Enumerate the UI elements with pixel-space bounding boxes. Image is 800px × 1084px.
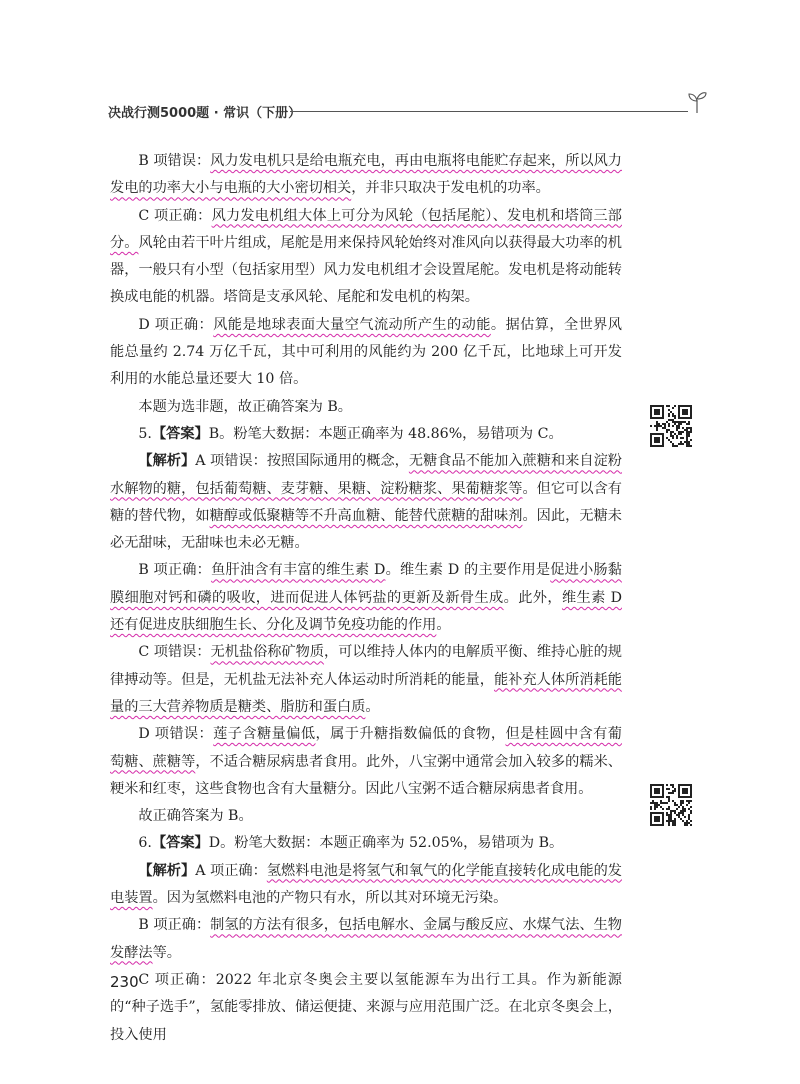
text-segment: 等。	[152, 944, 181, 961]
bold-label: 【答案】	[151, 835, 209, 852]
highlighted-text: 促进小肠黏膜细胞对钙和磷的吸收，进而促进人体钙盐的更新及新骨生成	[110, 562, 622, 606]
text-segment: ，并非只取决于发电机的功率。	[351, 180, 550, 197]
text-segment: 故正确答案为 B。	[138, 808, 253, 825]
text-segment: B 项正确：	[138, 562, 212, 579]
bold-label: 【解析】	[138, 453, 196, 470]
highlighted-text: 能补充人体所消耗能量的三大营养物质是糖类、脂肪和蛋白质	[110, 671, 622, 715]
paragraph	[110, 830, 622, 857]
paragraph	[110, 912, 622, 967]
highlighted-text: 但是桂圆中含有葡萄糖、蔗糖等	[110, 726, 622, 770]
paragraph	[110, 148, 622, 203]
explanation-body	[110, 148, 622, 1049]
page-number: 230	[110, 973, 139, 991]
text-segment: D 项错误：	[138, 726, 214, 743]
text-segment: 5.	[138, 425, 152, 442]
sprout-icon	[686, 90, 708, 114]
book-title: 决战行测5000题 · 常识（下册）	[108, 106, 302, 121]
text-segment: 本题为选非题，故正确答案为 B。	[138, 398, 352, 415]
highlighted-text: 制氢的方法有很多，包括电解水、金属与酸反应、水煤气法、生物发酵法	[110, 917, 622, 961]
text-segment: D。粉笔大数据：本题正确率为 52.05%，易错项为 B。	[208, 835, 564, 852]
text-segment: A 项错误：按照国际通用的概念，	[195, 453, 409, 470]
paragraph	[110, 858, 622, 913]
paragraph	[110, 803, 622, 830]
highlighted-text: 风力发电机组大体上可分为风轮（包括尾舵）、发电机和塔筒三部分。	[110, 207, 622, 251]
text-segment: C 项错误：	[138, 644, 211, 661]
text-segment: C 项正确：2022 年北京冬奥会主要以氢能源车为出行工具。作为新能源的“种子选手”，氢能零排放、储运便捷、来源与应用范围广泛。在北京冬奥会上，投入使用	[110, 971, 622, 1043]
text-segment: A 项正确：	[195, 862, 267, 879]
text-segment: 。但它可以含有糖的替代物，如	[110, 480, 622, 524]
text-segment: ，不适合糖尿病患者食用。此外，八宝粥中通常会加入较多的糯米、粳米和红枣，这些食物也含有大量糖分。因此八宝粥不适合糖尿病患者食用。	[110, 753, 622, 797]
text-segment: ，属于升糖指数偏低的食物，	[315, 726, 506, 743]
header-rule	[290, 111, 688, 112]
text-segment: B 项正确：	[138, 917, 211, 934]
highlighted-text: 鱼肝油含有丰富的维生素 D	[211, 562, 386, 579]
highlighted-text: 风能是地球表面大量空气流动所产生的动能	[213, 316, 491, 333]
bold-label: 【解析】	[138, 862, 196, 879]
text-segment: D 项正确：	[138, 316, 214, 333]
bold-label: 【答案】	[151, 425, 209, 442]
text-segment: 。因此，无糖未必无甜味，无甜味也未必无糖。	[110, 507, 622, 552]
highlighted-text: 糖醇或低聚糖等不升高血糖、能替代蔗糖的甜味剂	[209, 507, 523, 524]
paragraph	[110, 394, 622, 421]
text-segment: 6.	[138, 835, 152, 852]
highlighted-text: 无糖食品不能加入蔗糖和来自淀粉水解物的糖，包括葡萄糖、麦芽糖、果糖、淀粉糖浆、果葡糖浆等	[110, 453, 622, 497]
highlighted-text: 无机盐俗称矿物质	[210, 644, 325, 661]
paragraph	[110, 421, 622, 448]
text-segment: 。此外，	[503, 589, 562, 606]
paragraph	[110, 203, 622, 312]
text-segment: 。	[436, 617, 451, 634]
highlighted-text: 维生素 D 还有促进皮肤细胞生长、分化及调节免疫功能的作用	[110, 589, 622, 634]
text-segment: 。因为氢燃料电池的产物只有水，所以其对环境无污染。	[152, 890, 508, 907]
text-segment: 风轮由若干叶片组成，尾舵是用来保持风轮始终对准风向以获得最大功率的机器，一般只有小型（包括家用型）风力发电机组才会设置尾舵。发电机是将动能转换成电能的机器。塔筒是支承风轮、尾舵和发电机的构架。	[110, 234, 622, 306]
paragraph	[110, 448, 622, 557]
highlighted-text: 风力发电机只是给电瓶充电，再由电瓶将电能贮存起来，所以风力发电的功率大小与电瓶的大小密切相关	[110, 153, 622, 197]
qr-code-icon[interactable]	[650, 405, 692, 447]
paragraph	[110, 721, 622, 803]
qr-code-icon[interactable]	[650, 784, 692, 826]
paragraph	[110, 639, 622, 721]
text-segment: 。	[365, 698, 380, 715]
text-segment: ，可以维持人体内的电解质平衡、维持心脏的规律搏动等。但是，无机盐无法补充人体运动时所消耗的能量，	[110, 644, 622, 688]
text-segment: 。维生素 D 的主要作用是	[385, 562, 551, 579]
paragraph	[110, 557, 622, 639]
paragraph	[110, 312, 622, 394]
paragraph	[110, 967, 622, 1049]
text-segment: C 项正确：	[138, 207, 212, 224]
text-segment: B。粉笔大数据：本题正确率为 48.86%，易错项为 C。	[208, 425, 563, 442]
text-segment: B 项错误：	[138, 153, 211, 169]
text-segment: 。据估算，全世界风能总量约 2.74 万亿千瓦，其中可利用的风能约为 200 亿千瓦，比地球上可开发利用的水能总量还要大 10 倍。	[110, 316, 622, 388]
running-header	[108, 96, 708, 126]
highlighted-text: 莲子含糖量偏低	[213, 726, 316, 743]
highlighted-text: 氢燃料电池是将氢气和氧气的化学能直接转化成电能的发电装置	[110, 862, 622, 907]
